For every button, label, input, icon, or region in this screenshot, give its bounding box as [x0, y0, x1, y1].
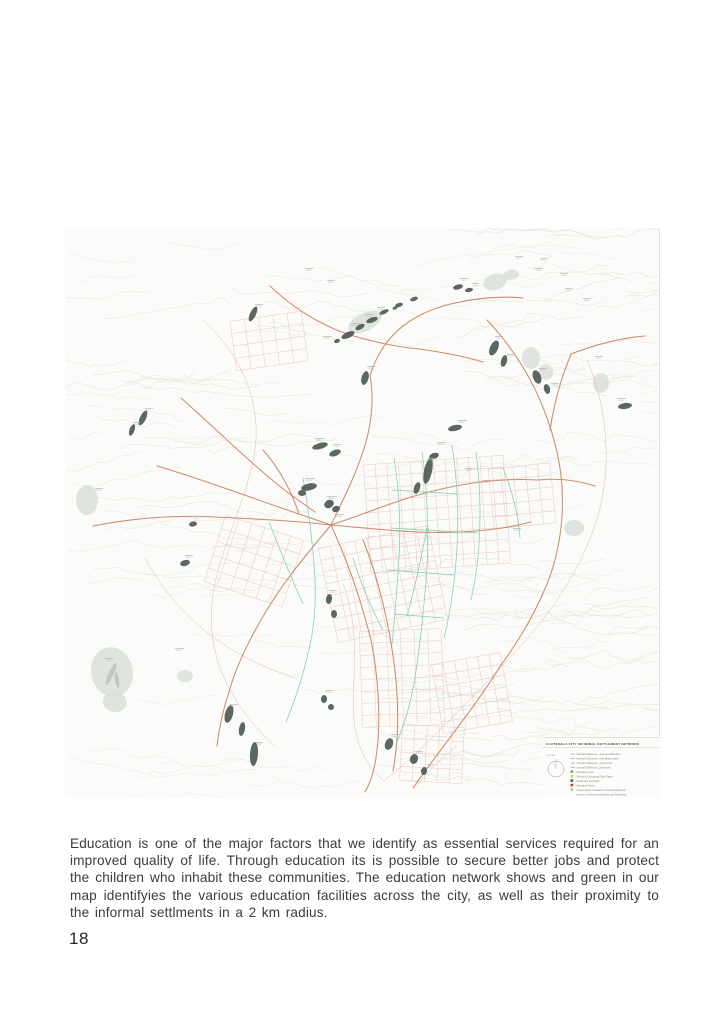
map-legend	[542, 736, 660, 798]
legend-item-label: Informal Settlements - New Opportunities	[576, 758, 619, 761]
legend-item-label: Informal Settlements - Hyper Local	[576, 763, 612, 765]
legend-title: GUATEMALA CITY INFORMAL SETTLEMENT NETWORK	[546, 742, 640, 746]
legend-item-label: Informal Settlements Connectivity	[576, 767, 611, 770]
map-figure	[65, 228, 660, 798]
street-grid-layer	[204, 311, 556, 783]
page-number: 18	[69, 929, 89, 948]
legend-item-label: Context Areas occupied by Informal Settlements	[576, 790, 626, 792]
legend-item-label: Informal Settlements - Access to Education	[576, 754, 621, 756]
major-roads-layer	[93, 286, 645, 792]
legend-scale-label: 0 1 2 KM	[547, 755, 556, 757]
boundary-layer	[145, 320, 606, 788]
legend-item-label: Education center	[576, 772, 594, 774]
body-paragraph: Education is one of the major factors that we identify as essential services required for an improved quality of life. Through education its is possible to secure better jobs and protect the children who inhabit these communities. The education network shows and green in our map identifyies the various education facilities across the city, as well as their proximity to the informal settlments in a 2 km radius.	[70, 836, 659, 920]
legend-item-label: Health care and Parks	[576, 781, 600, 783]
legend-item-label: Access to Settlement (Education and Recreation)	[576, 794, 627, 797]
legend-item-label: Education Facility	[576, 785, 595, 788]
legend-item-label: Schools & Educational Open Space	[576, 776, 613, 779]
guatemala-city-informal-settlement-map	[65, 228, 660, 798]
